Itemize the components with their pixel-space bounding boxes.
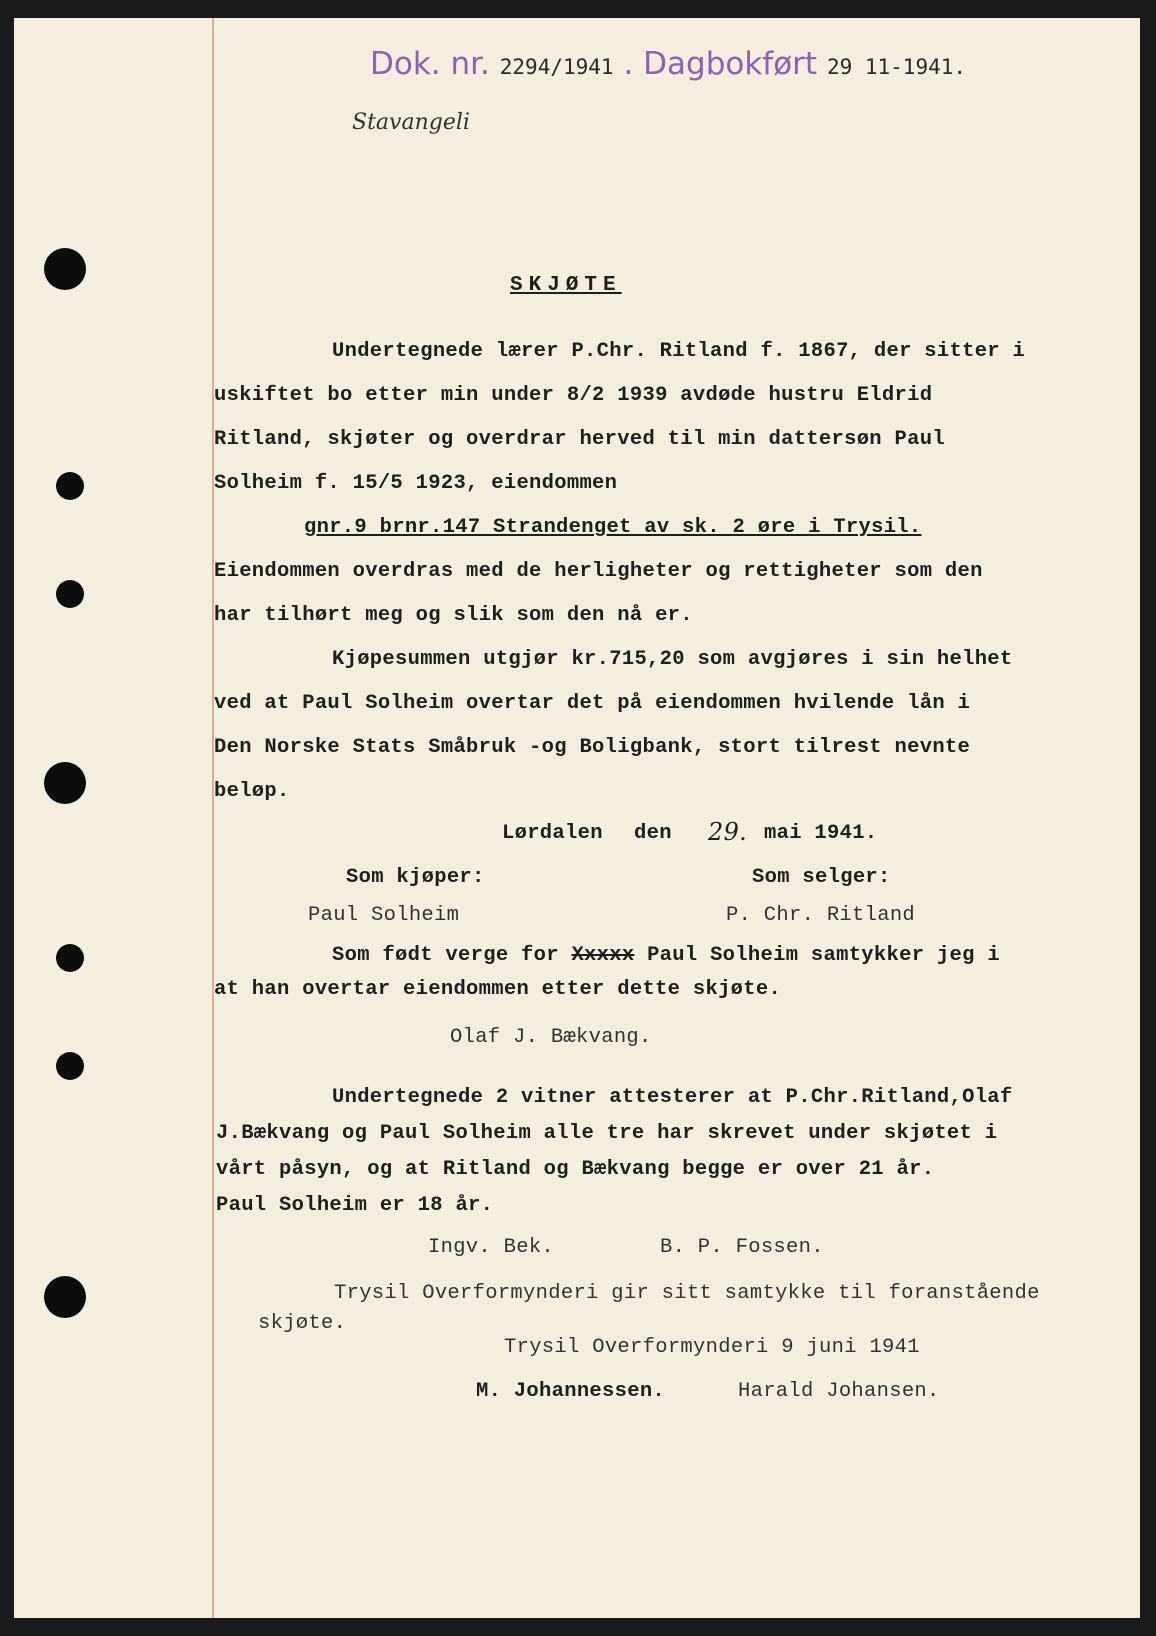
guardian-text-b: Paul Solheim samtykker jeg i <box>634 944 1000 967</box>
document-page <box>14 18 1140 1618</box>
buyer-signature: Paul Solheim <box>308 904 460 927</box>
overformynderi-sign-2: Harald Johansen. <box>738 1380 940 1403</box>
seller-signature: P. Chr. Ritland <box>726 904 916 927</box>
body-line: Kjøpesummen utgjør kr.715,20 som avgjøres i sin helhet <box>332 648 1013 671</box>
body-line: ved at Paul Solheim overtar det på eiendommen hvilende lån i <box>214 692 971 715</box>
dagbokfort-label: . Dagbokført <box>623 46 818 82</box>
guardian-line <box>332 944 1000 967</box>
body-line: Den Norske Stats Småbruk -og Boligbank, stort tilrest nevnte <box>214 736 971 759</box>
punch-hole <box>44 1276 86 1318</box>
overformynderi-dateline: Trysil Overformynderi 9 juni 1941 <box>504 1336 920 1359</box>
overformynderi-line: Trysil Overformynderi gir sitt samtykke til foranstående <box>334 1282 1040 1305</box>
dateline-day: 29. <box>708 818 748 846</box>
witness-line: vårt påsyn, og at Ritland og Bækvang begge er over 21 år. <box>216 1158 935 1181</box>
stamp-label: Dok. nr. <box>370 46 490 82</box>
guardian-line: at han overtar eiendommen etter dette skjøte. <box>214 978 782 1001</box>
punch-hole <box>56 944 84 972</box>
seller-label: Som selger: <box>752 866 891 889</box>
witness-1: Ingv. Bek. <box>428 1236 555 1259</box>
dateline-place: Lørdalen <box>502 822 603 845</box>
body-line: har tilhørt meg og slik som den nå er. <box>214 604 693 627</box>
punch-hole <box>56 472 84 500</box>
witness-line: Paul Solheim er 18 år. <box>216 1194 494 1217</box>
punch-hole <box>56 1052 84 1080</box>
punch-hole <box>44 248 86 290</box>
witness-line: J.Bækvang og Paul Solheim alle tre har skrevet under skjøtet i <box>216 1122 998 1145</box>
dateline-den: den <box>634 822 672 845</box>
witness-2: B. P. Fossen. <box>660 1236 824 1259</box>
guardian-signature: Olaf J. Bækvang. <box>450 1026 652 1049</box>
dateline-monthyear: mai 1941. <box>764 822 878 845</box>
margin-line <box>212 18 214 1618</box>
guardian-text-a: Som født verge for <box>332 944 572 967</box>
body-line: Ritland, skjøter og overdrar herved til min dattersøn Paul <box>214 428 945 451</box>
buyer-label: Som kjøper: <box>346 866 485 889</box>
struck-word: Xxxxx <box>571 944 635 967</box>
registration-stamp <box>370 46 966 82</box>
body-line: Solheim f. 15/5 1923, eiendommen <box>214 472 618 495</box>
overformynderi-line: skjøte. <box>258 1312 347 1335</box>
body-line: Eiendommen overdras med de herligheter og rettigheter som den <box>214 560 983 583</box>
doc-number: 2294/19 <box>499 55 589 79</box>
body-line: beløp. <box>214 780 290 803</box>
dagbokfort-date: 29 11-1941. <box>826 55 967 79</box>
body-line: uskiftet bo etter min under 8/2 1939 avdøde hustru Eldrid <box>214 384 933 407</box>
handwritten-note: Stavangeli <box>352 110 470 135</box>
body-line: Undertegnede lærer P.Chr. Ritland f. 1867, der sitter i <box>332 340 1026 363</box>
punch-hole <box>44 762 86 804</box>
property-line: gnr.9 brnr.147 Strandenget av sk. 2 øre i Trysil. <box>304 516 922 539</box>
overformynderi-sign-1: M. Johannessen. <box>476 1380 666 1403</box>
year-suffix: 41 <box>588 55 614 79</box>
witness-line: Undertegnede 2 vitner attesterer at P.Chr.Ritland,Olaf <box>332 1086 1013 1109</box>
document-title: SKJØTE <box>510 274 622 297</box>
punch-hole <box>56 580 84 608</box>
